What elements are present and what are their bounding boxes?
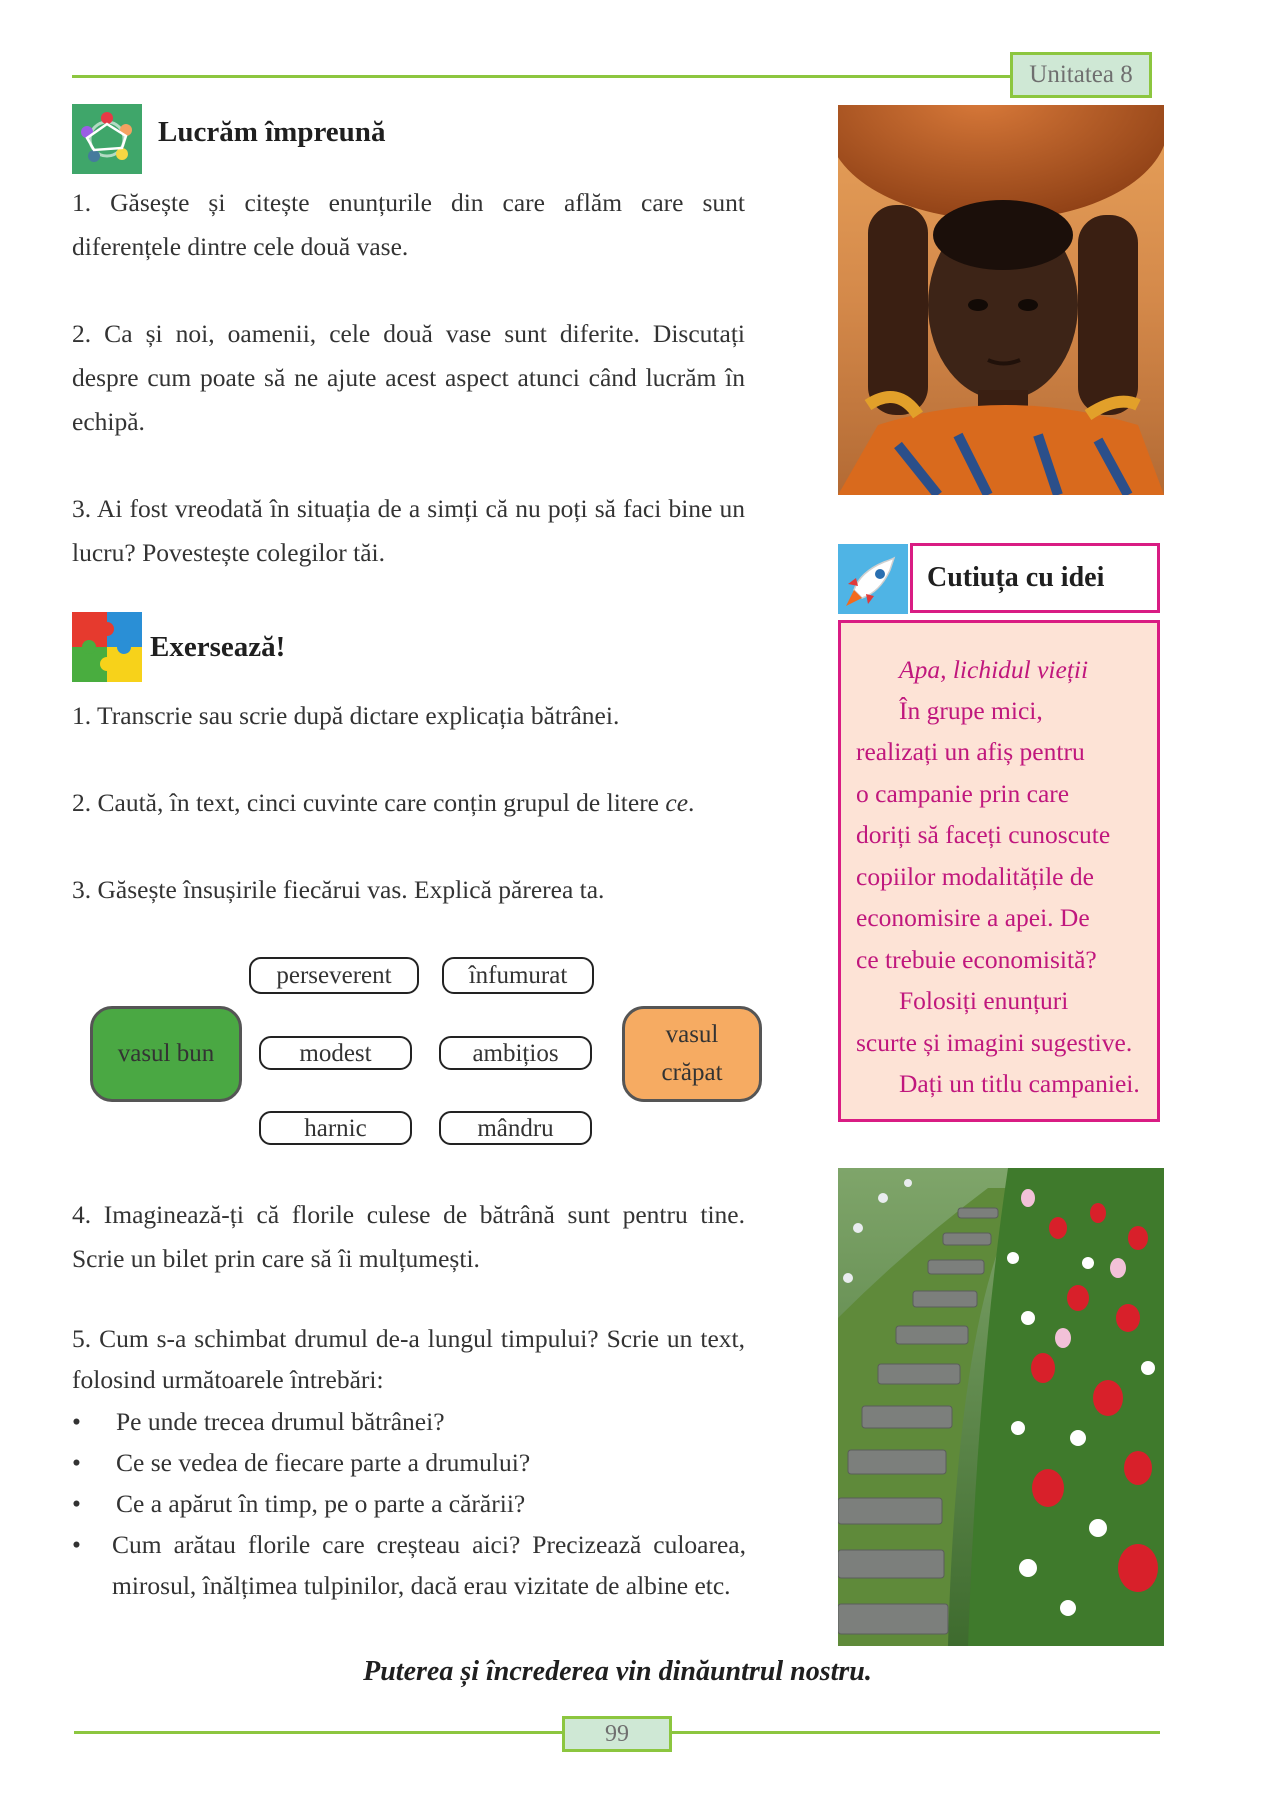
exercise-item-2 bbox=[72, 781, 762, 825]
idea-heading: Apa, lichidul vieții bbox=[899, 655, 1089, 684]
word-pill: înfumurat bbox=[442, 957, 594, 994]
list-item bbox=[72, 1442, 752, 1483]
section-title-together: Lucrăm împreună bbox=[158, 116, 386, 148]
idea-line: doriți să faceți cunoscute bbox=[856, 820, 1111, 849]
rocket-icon bbox=[838, 544, 908, 614]
footer-rule-right bbox=[672, 1731, 1160, 1734]
header-rule bbox=[72, 75, 1010, 78]
exercise-item-3: 3. Găsește însușirile fiecărui vas. Explică părerea ta. bbox=[72, 875, 605, 904]
word-pill: ambițios bbox=[439, 1036, 592, 1070]
idea-box-header bbox=[910, 543, 1160, 613]
bullet-text: Cum arătau florile care creșteau aici? Precizează culoarea, mirosul, înălțimea tulpinilor, dacă erau vizitate de albine etc. bbox=[112, 1530, 746, 1600]
list-item bbox=[72, 1401, 752, 1442]
child-with-pot-photo bbox=[838, 105, 1164, 495]
idea-line: În grupe mici, bbox=[899, 696, 1043, 725]
bullet-dot: • bbox=[72, 1448, 81, 1477]
bullet-dot: • bbox=[72, 1489, 81, 1518]
idea-line: o campanie prin care bbox=[856, 779, 1070, 808]
together-item-1: 1. Găsește și citește enunțurile din care aflăm care sunt diferențele dintre cele două vase. bbox=[72, 188, 745, 261]
word-pill: mândru bbox=[439, 1111, 592, 1145]
idea-box-title: Cutiuța cu idei bbox=[927, 562, 1105, 593]
list-item bbox=[72, 1524, 752, 1606]
bullet-dot: • bbox=[72, 1407, 81, 1436]
vas-crapat-line2: crăpat bbox=[661, 1059, 723, 1086]
idea-line: economisire a apei. De bbox=[856, 903, 1090, 932]
motto: Puterea și încrederea vin dinăuntrul nostru. bbox=[363, 1656, 872, 1687]
idea-box bbox=[838, 620, 1160, 1122]
exercise-item-4: 4. Imaginează-ți că florile culese de bătrână sunt pentru tine. Scrie un bilet prin care să îi mulțumești. bbox=[72, 1200, 745, 1273]
puzzle-icon bbox=[72, 612, 142, 682]
word-pill: harnic bbox=[259, 1111, 412, 1145]
word-pill: modest bbox=[259, 1036, 412, 1070]
vas-bun-box: vasul bun bbox=[90, 1006, 242, 1102]
bullet-list bbox=[72, 1401, 752, 1606]
footer-rule-left bbox=[74, 1731, 562, 1734]
unit-badge: Unitatea 8 bbox=[1010, 52, 1152, 98]
bullet-text: Pe unde trecea drumul bătrânei? bbox=[116, 1407, 445, 1436]
idea-line: scurte și imagini sugestive. bbox=[856, 1028, 1133, 1057]
bullet-text: Ce se vedea de fiecare parte a drumului? bbox=[116, 1448, 531, 1477]
exercise-item-1: 1. Transcrie sau scrie după dictare explicația bătrânei. bbox=[72, 701, 620, 730]
page-number: 99 bbox=[562, 1716, 672, 1752]
idea-line: copiilor modalitățile de bbox=[856, 862, 1094, 891]
exercise-item-2-em: ce bbox=[665, 788, 689, 817]
vas-crapat-line1: vasul bbox=[665, 1021, 719, 1048]
idea-line: Dați un titlu campaniei. bbox=[899, 1069, 1140, 1098]
idea-line: Folosiți enunțuri bbox=[899, 986, 1069, 1015]
idea-line: realizați un afiș pentru bbox=[856, 737, 1085, 766]
teamwork-icon bbox=[72, 104, 142, 174]
exercise-item-2-end: . bbox=[688, 788, 695, 817]
exercise-item-2-text: 2. Caută, în text, cinci cuvinte care conțin grupul de litere bbox=[72, 788, 666, 817]
bullet-text: Ce a apărut în timp, pe o parte a cărării? bbox=[116, 1489, 526, 1518]
word-pill: perseverent bbox=[249, 957, 419, 994]
bullet-dot: • bbox=[72, 1530, 81, 1559]
exercise-item-5: 5. Cum s-a schimbat drumul de-a lungul timpului? Scrie un text, folosind următoarele întrebări: bbox=[72, 1324, 745, 1394]
idea-line: ce trebuie economisită? bbox=[856, 945, 1097, 974]
section-title-exercise: Exersează! bbox=[150, 631, 286, 663]
flower-path-photo bbox=[838, 1168, 1164, 1646]
together-item-2: 2. Ca și noi, oamenii, cele două vase sunt diferite. Discutați despre cum poate să ne ajute acest aspect atunci când lucrăm în echipă. bbox=[72, 319, 745, 436]
vas-crapat-box bbox=[622, 1006, 762, 1102]
together-item-3: 3. Ai fost vreodată în situația de a simți că nu poți să faci bine un lucru? Povestește colegilor tăi. bbox=[72, 494, 745, 567]
list-item bbox=[72, 1483, 752, 1524]
